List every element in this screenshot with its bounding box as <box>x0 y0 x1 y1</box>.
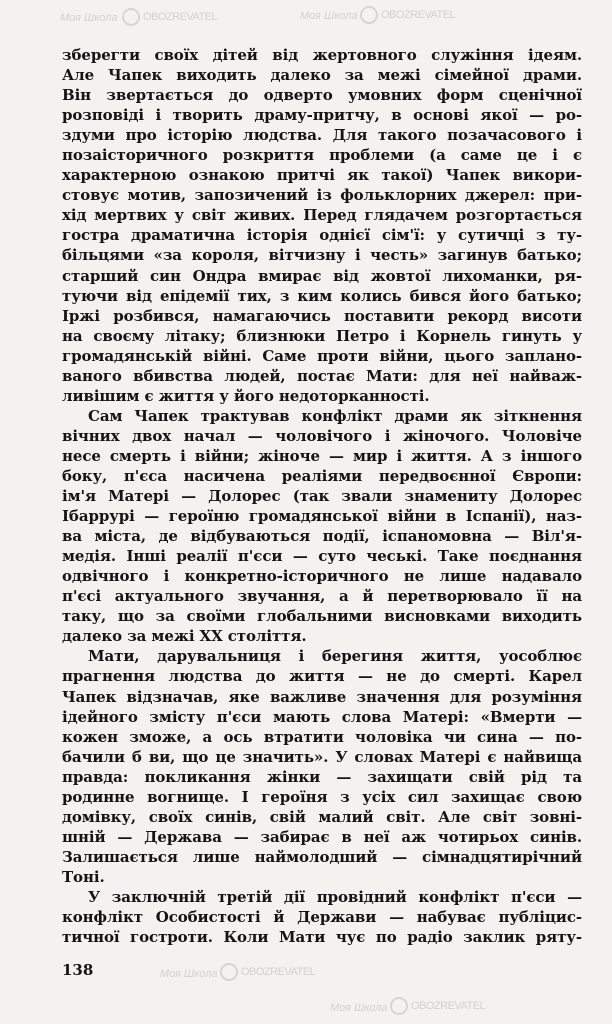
text-line: несе смерть і війни; жіноче — мир і життя. А з іншого <box>62 446 582 465</box>
text-line: п'єсі актуального звучання, а й перетворювало її на <box>62 587 582 606</box>
text-line: далеко за межі XX століття. <box>62 627 307 646</box>
page-body-text <box>62 45 582 947</box>
text-line: Він звертається до одверто умовних форм сценічної <box>62 86 582 105</box>
text-line: бачили б ви, що це значить». У словах Матері є найвища <box>62 747 582 766</box>
text-line: тичної гостроти. Коли Мати чує по радіо заклик ряту- <box>62 928 582 947</box>
text-line: ваного вбивства людей, постає Мати: для неї найваж- <box>62 366 582 385</box>
paragraph <box>62 887 582 947</box>
text-line: вічних двох начал — чоловічого і жіночого. Чоловіче <box>62 426 582 445</box>
text-line: розповіді і творить драму-притчу, в основі якої — ро- <box>62 106 582 125</box>
text-line: Іржі розбився, намагаючись поставити рекорд висоти <box>62 306 582 325</box>
text-line: правда: покликання жінки — захищати свій рід та <box>62 767 582 786</box>
watermark-school: Моя Школа <box>300 10 358 22</box>
watermark-brand: OBOZREVATEL <box>220 963 315 981</box>
text-line: домівку, своїх синів, свій малий світ. Але світ зовні- <box>62 807 582 826</box>
text-line: шній — Держава — забирає в неї аж чотирьох синів. <box>62 827 582 846</box>
watermark-brand: OBOZREVATEL <box>122 8 217 26</box>
text-line: ім'я Матері — Долорес (так звали знамениту Долорес <box>62 487 582 506</box>
text-line: стовує мотив, запозичений із фольклорних джерел: при- <box>62 186 582 205</box>
text-line: медія. Інші реалії п'єси — суто чеські. Таке поєднання <box>62 547 582 566</box>
text-line: на своєму літаку; близнюки Петро і Корнель гинуть у <box>62 326 582 345</box>
text-line: туючи від епідемії тих, з ким колись бився його батько; <box>62 286 582 305</box>
text-line: таку, що за своїми глобальними висновками виходить <box>62 607 582 626</box>
text-line: конфлікт Особистості й Держави — набуває публіцис- <box>62 908 582 927</box>
text-line: У заключній третій дії провідний конфлікт п'єси — <box>88 887 582 906</box>
text-line: гостра драматична історія однієї сім'ї: у сутичці з ту- <box>62 226 582 245</box>
watermark-brand: OBOZREVATEL <box>390 997 485 1015</box>
text-line: родинне вогнище. І героїня з усіх сил захищає свою <box>62 787 582 806</box>
text-line: більцями «за короля, вітчизну і честь» загинув батько; <box>62 246 582 265</box>
text-line: Сам Чапек трактував конфлікт драми як зіткнення <box>88 406 582 425</box>
text-line: Чапек відзначав, яке важливе значення для розуміння <box>62 687 582 706</box>
watermark-school: Моя Школа <box>330 1002 388 1014</box>
paragraph <box>62 45 582 406</box>
text-line: громадянській війні. Саме проти війни, цього заплано- <box>62 346 582 365</box>
text-line: Ібаррурі — героїню громадянської війни в Іспанії), наз- <box>62 507 582 526</box>
text-line: зберегти своїх дітей від жертовного служіння ідеям. <box>62 46 582 64</box>
text-line: позаісторичного розкриття проблеми (а саме це і є <box>62 146 582 165</box>
watermark-brand: OBOZREVATEL <box>360 6 455 24</box>
text-line: ідейного змісту п'єси мають слова Матері: «Вмерти — <box>62 707 582 726</box>
paragraph <box>62 646 582 887</box>
text-line: боку, п'єса насичена реаліями передвоєнної Європи: <box>62 466 582 485</box>
page-number: 138 <box>62 961 94 979</box>
text-line: кожен зможе, а ось втратити чоловіка чи сина — по- <box>62 727 582 746</box>
text-line: характерною ознакою притчі як такої) Чапек викори- <box>62 166 582 185</box>
watermark-school: Моя Школа <box>60 12 118 24</box>
watermark-school: Моя Школа <box>160 968 218 980</box>
text-line: старший син Ондра вмирає від жовтої лихоманки, ря- <box>62 266 582 285</box>
text-line: ва міста, де відбуваються події, іспаномовна — Віл'я- <box>62 527 582 546</box>
text-line: Але Чапек виходить далеко за межі сімейної драми. <box>62 66 582 85</box>
text-line: здуми про історію людства. Для такого позачасового і <box>62 126 582 145</box>
text-line: Тоні. <box>62 867 105 886</box>
text-line: прагнення людства до життя — не до смерті. Карел <box>62 667 582 686</box>
text-line: Залишається лише наймолодший — сімнадцятирічний <box>62 847 582 866</box>
text-line: Мати, дарувальниця і берегиня життя, уособлює <box>88 647 582 666</box>
text-line: одвічного і конкретно-історичного не лише надавало <box>62 567 582 586</box>
paragraph <box>62 406 582 647</box>
text-line: хід мертвих у світ живих. Перед глядачем розгортається <box>62 206 582 225</box>
text-line: ливішим є життя у його недоторканності. <box>62 386 430 405</box>
